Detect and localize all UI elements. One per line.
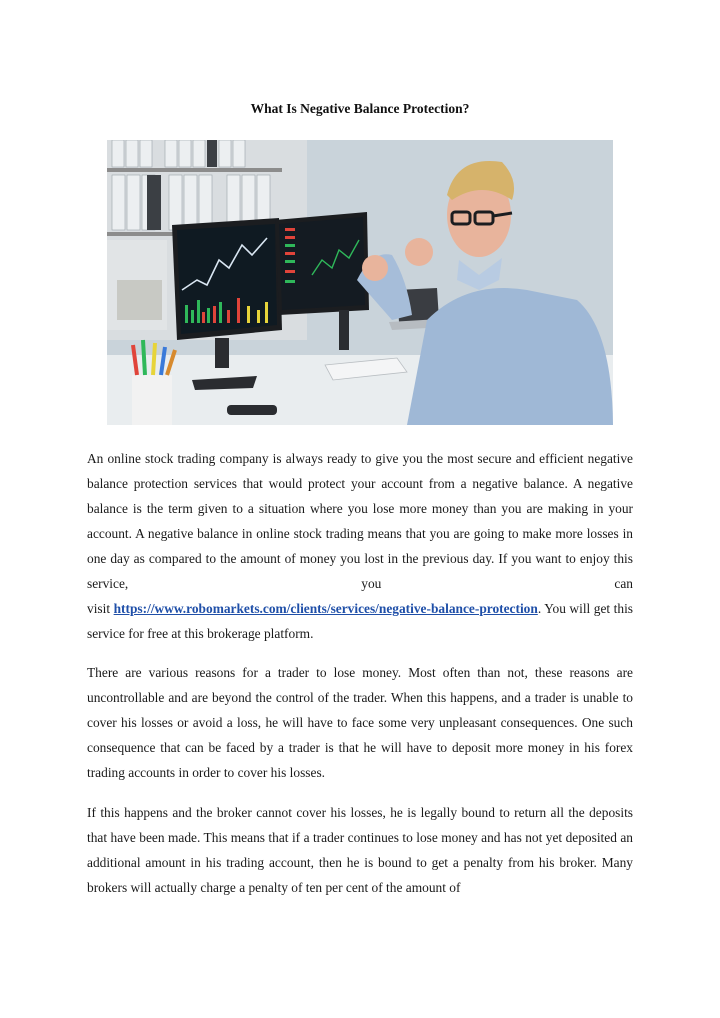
paragraph-penalty: If this happens and the broker cannot cover his losses, he is legally bound to return all the deposits that have been made. This means that if a trader continues to lose money and has not yet deposited an additional amount in his trading account, then he is bound to get a penalty from his broker. Many brokers will actually charge a penalty of ten per cent of the amount of [87,805,633,895]
trader-photo [107,140,613,425]
page-title: What Is Negative Balance Protection? [250,101,470,116]
paragraph-reasons: There are various reasons for a trader to lose money. Most often than not, these reasons are uncontrollable and are beyond the control of the trader. When this happens, and a trader is unable to cover his losses or avoid a loss, he will have to face some very unpleasant consequences. One such consequence that can be faced by a trader is that he will have to deposit more money in his forex trading accounts in order to cover his losses. [87,665,633,780]
paragraph-intro [87,446,633,646]
visit-word: visit [87,601,111,616]
paragraph-intro-text: An online stock trading company is always ready to give you the most secure and efficient negative balance protection services that would protect your account from a negative balance. A negative balance is the term given to a situation where you lose more money than you are making in your account. A negative balance in online stock trading means that you are going to make more losses in one day as compared to the amount of money you lost in the previous day. If you want to enjoy this service, you can [87,451,633,591]
paragraph-intro-tail: . You will get this service for free at this brokerage platform. [87,601,634,641]
negative-balance-protection-link[interactable]: https://www.robomarkets.com/clients/services/negative-balance-protection [113,601,538,616]
